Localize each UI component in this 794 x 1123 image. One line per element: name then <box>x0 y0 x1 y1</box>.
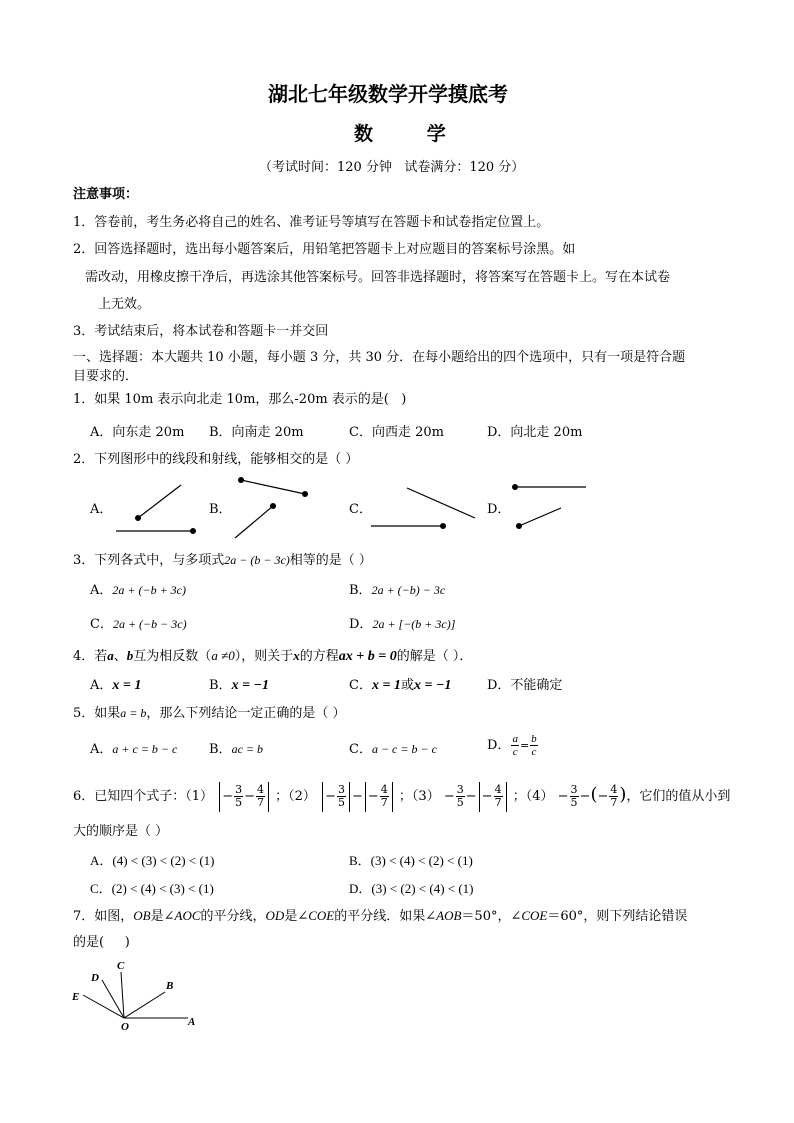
q7-coe: COE <box>308 908 335 923</box>
q2-figure-b <box>235 477 308 538</box>
q5-d-num1: a <box>512 733 518 745</box>
q6-option-c[interactable]: C．(2) < (4) < (3) < (1) <box>90 881 214 896</box>
q2-figure-c <box>371 488 475 529</box>
q7-od: OD <box>265 908 285 923</box>
q6-minus: − <box>244 789 255 804</box>
q7-angle-figure <box>60 955 220 1035</box>
q3-d-expr: 2a + [−(b + 3c)] <box>372 617 456 631</box>
q2-stem: 2．下列图形中的线段和射线，能够相交的是（ ） <box>73 452 359 467</box>
q4-option-c[interactable] <box>349 678 451 694</box>
label-o: O <box>121 1021 129 1033</box>
label-e: E <box>72 991 80 1003</box>
q7-text: 7．如图， <box>73 909 134 924</box>
q7-text: ＝60°，则下列结论错误 <box>547 909 688 924</box>
q4-p5: 的方程 <box>299 649 339 664</box>
q5-stem <box>73 705 346 722</box>
section-heading-cont: 目要求的． <box>73 369 139 384</box>
q5-option-d[interactable] <box>487 733 539 758</box>
q2-option-a[interactable]: A． <box>90 502 113 517</box>
q1-stem: 1．如果 10m 表示向北走 10m，那么-20m 表示的是( ) <box>73 392 407 407</box>
q6-minus: − <box>222 789 234 804</box>
q5-d-eq: = <box>519 739 530 752</box>
section-heading: 一、选择题：本大题共 10 小题，每小题 3 分，共 30 分．在每小题给出的四个选项中，只有一项是符合题 <box>73 350 686 365</box>
q4-eq: ax + b = 0 <box>338 649 397 664</box>
q4-b-label: B． <box>209 678 232 693</box>
q7-text: 是∠ <box>150 909 175 924</box>
q4-option-b[interactable] <box>209 678 269 694</box>
q6-frac <box>570 784 579 809</box>
frac-num: 4 <box>257 783 264 796</box>
q6-tail: ，它们的值从小到 <box>626 789 731 804</box>
q4-option-d[interactable]: D．不能确定 <box>487 678 563 693</box>
q1-option-a[interactable]: A．向东走 20m <box>90 425 185 440</box>
q3-stem-post: 相等的是（ ） <box>289 553 372 568</box>
q4-option-a[interactable] <box>90 678 141 694</box>
q4-b: b <box>126 648 134 663</box>
q3-option-c[interactable] <box>90 616 187 633</box>
q3-stem-pre: 3．下列各式中，与多项式 <box>73 553 225 568</box>
q6-minus: − <box>597 789 609 804</box>
q3-a-label: A． <box>90 583 113 598</box>
q6-minus: − <box>481 789 493 804</box>
note-item-3: 3．考试结束后，将本试卷和答题卡一并交回 <box>73 324 329 339</box>
q5-d-den1: c <box>512 746 518 758</box>
q2-option-d[interactable]: D． <box>487 502 511 517</box>
q5-b-label: B． <box>209 742 232 757</box>
q3-d-label: D． <box>349 617 373 632</box>
q4-b-expr: x = −1 <box>231 678 270 693</box>
q4-x: x <box>293 648 300 663</box>
q2-figure-d <box>512 484 586 529</box>
q5-c-label: C． <box>349 742 372 757</box>
q5-option-a[interactable] <box>90 741 177 758</box>
q2-option-c[interactable]: C． <box>349 502 372 517</box>
abs-bar <box>392 782 393 812</box>
q6-minus: − <box>465 789 477 804</box>
abs-bar <box>268 782 269 812</box>
q3-stem-expr: 2a − (b − 3c) <box>224 553 290 567</box>
label-c: C <box>117 960 125 972</box>
q6-option-d[interactable]: D．(3) < (2) < (4) < (1) <box>349 881 474 896</box>
q7-coe: COE <box>521 908 548 923</box>
q4-a-label: A． <box>90 678 113 693</box>
frac-num: 4 <box>380 783 388 796</box>
exam-info: （考试时间：120 分钟 试卷满分：120 分） <box>259 160 525 175</box>
frac-den: 7 <box>380 796 388 809</box>
abs-bar <box>506 782 507 812</box>
q4-p4: ），则关于 <box>234 649 294 664</box>
subject-title: 数 学 <box>354 123 448 145</box>
q6-option-a[interactable]: A．(4) < (3) < (2) < (1) <box>90 853 215 868</box>
q3-option-b[interactable] <box>349 582 445 599</box>
q6-minus: − <box>579 789 591 804</box>
notes-heading: 注意事项： <box>73 187 139 202</box>
page-title: 湖北七年级数学开学摸底考 <box>268 82 508 106</box>
abs-bar <box>349 782 350 812</box>
frac-num: 4 <box>610 783 618 796</box>
abs-bar <box>365 782 366 812</box>
q7-text: 的平分线．如果∠ <box>334 909 437 924</box>
frac-den: 7 <box>610 796 618 809</box>
q6-frac <box>494 784 503 809</box>
q4-p1: 4．若 <box>73 649 108 664</box>
frac-num: 3 <box>337 783 345 796</box>
q6-minus: − <box>325 789 336 804</box>
note-item-2-end: 上无效。 <box>98 297 151 312</box>
q3-option-d[interactable] <box>349 616 455 633</box>
paren-close: ) <box>619 784 627 805</box>
q1-option-b[interactable]: B．向南走 20m <box>209 425 304 440</box>
note-item-2: 2．回答选择题时，选出每小题答案后，用铅笔把答题卡上对应题目的答案标号涂黑。如 <box>73 242 576 257</box>
q7-line2: 的是( ) <box>73 935 130 950</box>
q7-stem <box>73 908 687 925</box>
q5-a-label: A． <box>90 742 113 757</box>
q1-option-d[interactable]: D．向北走 20m <box>487 425 583 440</box>
q6-minus: − <box>557 789 569 804</box>
q5-a-expr: a + c = b − c <box>112 742 178 756</box>
q7-text: ＝50°，∠ <box>461 909 522 924</box>
q7-aoc: AOC <box>174 908 201 923</box>
q3-stem <box>73 552 372 569</box>
q2-figures <box>0 470 794 545</box>
q3-a-expr: 2a + (−b + 3c) <box>112 583 187 597</box>
q5-d-num2: b <box>531 733 537 745</box>
q4-p6: 的解是（ ）． <box>396 649 473 664</box>
q3-option-a[interactable] <box>90 582 186 599</box>
q2-figure-a <box>116 485 196 534</box>
paren-open: ( <box>590 784 598 805</box>
frac-den: 7 <box>494 796 502 809</box>
q6-s2: ；（2） <box>275 789 316 804</box>
q6-minus: − <box>443 789 455 804</box>
q5-stem-post: ，那么下列结论一定正确的是（ ） <box>146 706 346 721</box>
frac-num: 3 <box>456 783 464 796</box>
q3-c-label: C． <box>90 617 113 632</box>
frac-den: 5 <box>337 796 345 809</box>
frac-den: 7 <box>257 796 264 809</box>
q4-p3: 互为相反数（ <box>133 649 212 664</box>
frac-den: 5 <box>570 796 578 809</box>
q4-c-expr1: x = 1 <box>371 678 401 693</box>
q6-frac <box>609 784 618 809</box>
note-item-2-cont: 需改动，用橡皮擦干净后，再选涂其他答案标号。回答非选择题时，将答案写在答题卡上。写在本试卷 <box>85 270 671 285</box>
abs-bar <box>479 782 480 812</box>
q6-line2: 大的顺序是（ ） <box>73 824 169 839</box>
frac-num: 4 <box>494 783 502 796</box>
abs-bar <box>322 782 323 812</box>
q7-text: 是∠ <box>284 909 309 924</box>
abs-bar <box>219 782 220 812</box>
q5-b-expr: ac = b <box>231 742 263 756</box>
q6-minus: − <box>351 789 363 804</box>
q5-d-frac2 <box>530 733 538 758</box>
q6-minus: − <box>367 789 379 804</box>
q6-frac <box>234 784 243 809</box>
q6-frac <box>337 784 346 809</box>
q4-stem <box>73 648 472 665</box>
q4-c-expr2: x = −1 <box>413 678 452 693</box>
q6-option-b[interactable]: B．(3) < (4) < (2) < (1) <box>349 853 473 868</box>
q6-lead: 6．已知四个式子：（1） <box>73 789 214 804</box>
frac-den: 5 <box>235 796 243 809</box>
label-d: D <box>91 972 99 984</box>
label-a: A <box>188 1016 196 1028</box>
q2-option-b[interactable]: B． <box>209 502 232 517</box>
q5-d-label: D． <box>487 738 511 753</box>
label-b: B <box>166 980 174 992</box>
q4-cond: a ≠0 <box>211 648 235 663</box>
q6-s4: ；（4） <box>512 789 554 804</box>
q3-b-expr: 2a + (−b) − 3c <box>371 583 446 597</box>
q4-c-or: 或 <box>400 678 414 693</box>
frac-den: 5 <box>456 796 464 809</box>
q6-frac <box>456 784 465 809</box>
frac-num: 3 <box>570 783 578 796</box>
q5-stem-pre: 5．如果 <box>73 706 121 721</box>
q4-a-expr: x = 1 <box>112 678 142 693</box>
q4-a: a <box>107 648 114 663</box>
q5-d-frac1 <box>511 733 519 758</box>
q6-frac <box>380 784 389 809</box>
q1-option-c[interactable]: C．向西走 20m <box>349 425 444 440</box>
q3-c-expr: 2a + (−b − 3c) <box>112 617 187 631</box>
q6-s3: ；（3） <box>398 789 440 804</box>
frac-num: 3 <box>235 783 243 796</box>
q4-p2: 、 <box>113 649 127 664</box>
q5-option-b[interactable] <box>209 741 263 758</box>
note-item-1: 1．答卷前，考生务必将自己的姓名、准考证号等填写在答题卡和试卷指定位置上。 <box>73 215 550 230</box>
q4-c-label: C． <box>349 678 372 693</box>
q5-d-den2: c <box>531 746 537 758</box>
q7-aob: AOB <box>436 908 462 923</box>
q7-text: 的平分线， <box>200 909 266 924</box>
q3-b-label: B． <box>349 583 372 598</box>
q5-option-c[interactable] <box>349 741 437 758</box>
q6-frac <box>256 784 265 809</box>
q5-c-expr: a − c = b − c <box>371 742 437 756</box>
q7-ob: OB <box>133 908 151 923</box>
q6-stem <box>73 778 730 814</box>
q5-stem-expr: a = b <box>120 706 147 720</box>
